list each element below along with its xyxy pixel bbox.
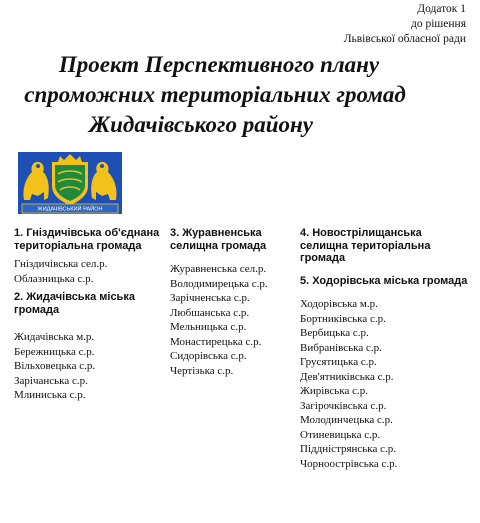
annex-reference [344, 2, 466, 47]
list-item: Журавненська сел.р. [170, 263, 267, 275]
council-list [300, 297, 470, 471]
document-title [0, 50, 430, 140]
list-item: Облазницька с.р. [14, 272, 94, 285]
list-item: Ходорівська м.р. [300, 298, 378, 310]
list-item: Піддністрянська с.р. [300, 443, 396, 455]
list-item: Вільховецька с.р. [14, 360, 96, 372]
list-item: Любшанська с.р. [170, 306, 250, 319]
list-item: Мельницька с.р. [170, 321, 247, 333]
emblem-banner-text: ЖИДАЧІВСЬКИЙ РАЙОН [37, 206, 103, 213]
council-list [14, 330, 164, 403]
community-heading: 4. Новострілищанська селищна територіальна громада [300, 227, 431, 264]
list-item: Грусятицька с.р. [300, 356, 377, 368]
list-item: Гніздичівська сел.р. [14, 258, 108, 270]
list-item: Загірочківська с.р. [300, 399, 387, 412]
column-left [14, 227, 164, 403]
list-item: Отиневицька с.р. [300, 428, 381, 441]
community-heading: 5. Ходорівська міська громада [300, 274, 468, 287]
list-item: Чорноострівська с.р. [300, 457, 398, 470]
list-item: Монастирецька с.р. [170, 335, 262, 348]
list-item: Вибранівська с.р. [300, 341, 382, 354]
council-list [14, 257, 164, 286]
title-line-1: Проект Перспективного плану [58, 52, 380, 77]
community-heading: 3. Журавненська селищна громада [170, 227, 267, 252]
list-item: Жидачівська м.р. [14, 331, 95, 343]
list-item: Млиниська с.р. [14, 389, 86, 401]
community-heading: 2. Жидачівська міська громада [14, 291, 135, 316]
column-right [300, 227, 470, 471]
column-middle [170, 227, 300, 378]
list-item: Зарічненська с.р. [170, 292, 250, 304]
title-line-2: спроможних територіальних громад [24, 82, 406, 107]
list-item: Вербицька с.р. [300, 327, 369, 339]
list-item: Бортниківська с.р. [300, 312, 386, 325]
annex-council: Львівської обласної ради [343, 33, 466, 45]
annex-number: Додаток 1 [417, 3, 466, 15]
list-item: Чертізька с.р. [170, 364, 234, 377]
list-item: Володимирецька с.р. [170, 277, 268, 290]
list-item: Бережницька с.р. [14, 345, 95, 358]
list-item: Зарічанська с.р. [14, 374, 88, 387]
annex-decision: до рішення [411, 18, 466, 30]
council-list [170, 262, 300, 378]
list-item: Жирівська с.р. [300, 385, 369, 397]
district-coat-of-arms-icon [18, 152, 122, 214]
list-item: Дев'ятниківська с.р. [300, 370, 394, 383]
list-item: Сидорівська с.р. [170, 350, 247, 362]
title-line-3: Жидачівського району [89, 112, 313, 137]
community-heading: 1. Гніздичівська об'єднана територіальна громада [14, 227, 160, 252]
list-item: Молодинчецька с.р. [300, 414, 393, 426]
